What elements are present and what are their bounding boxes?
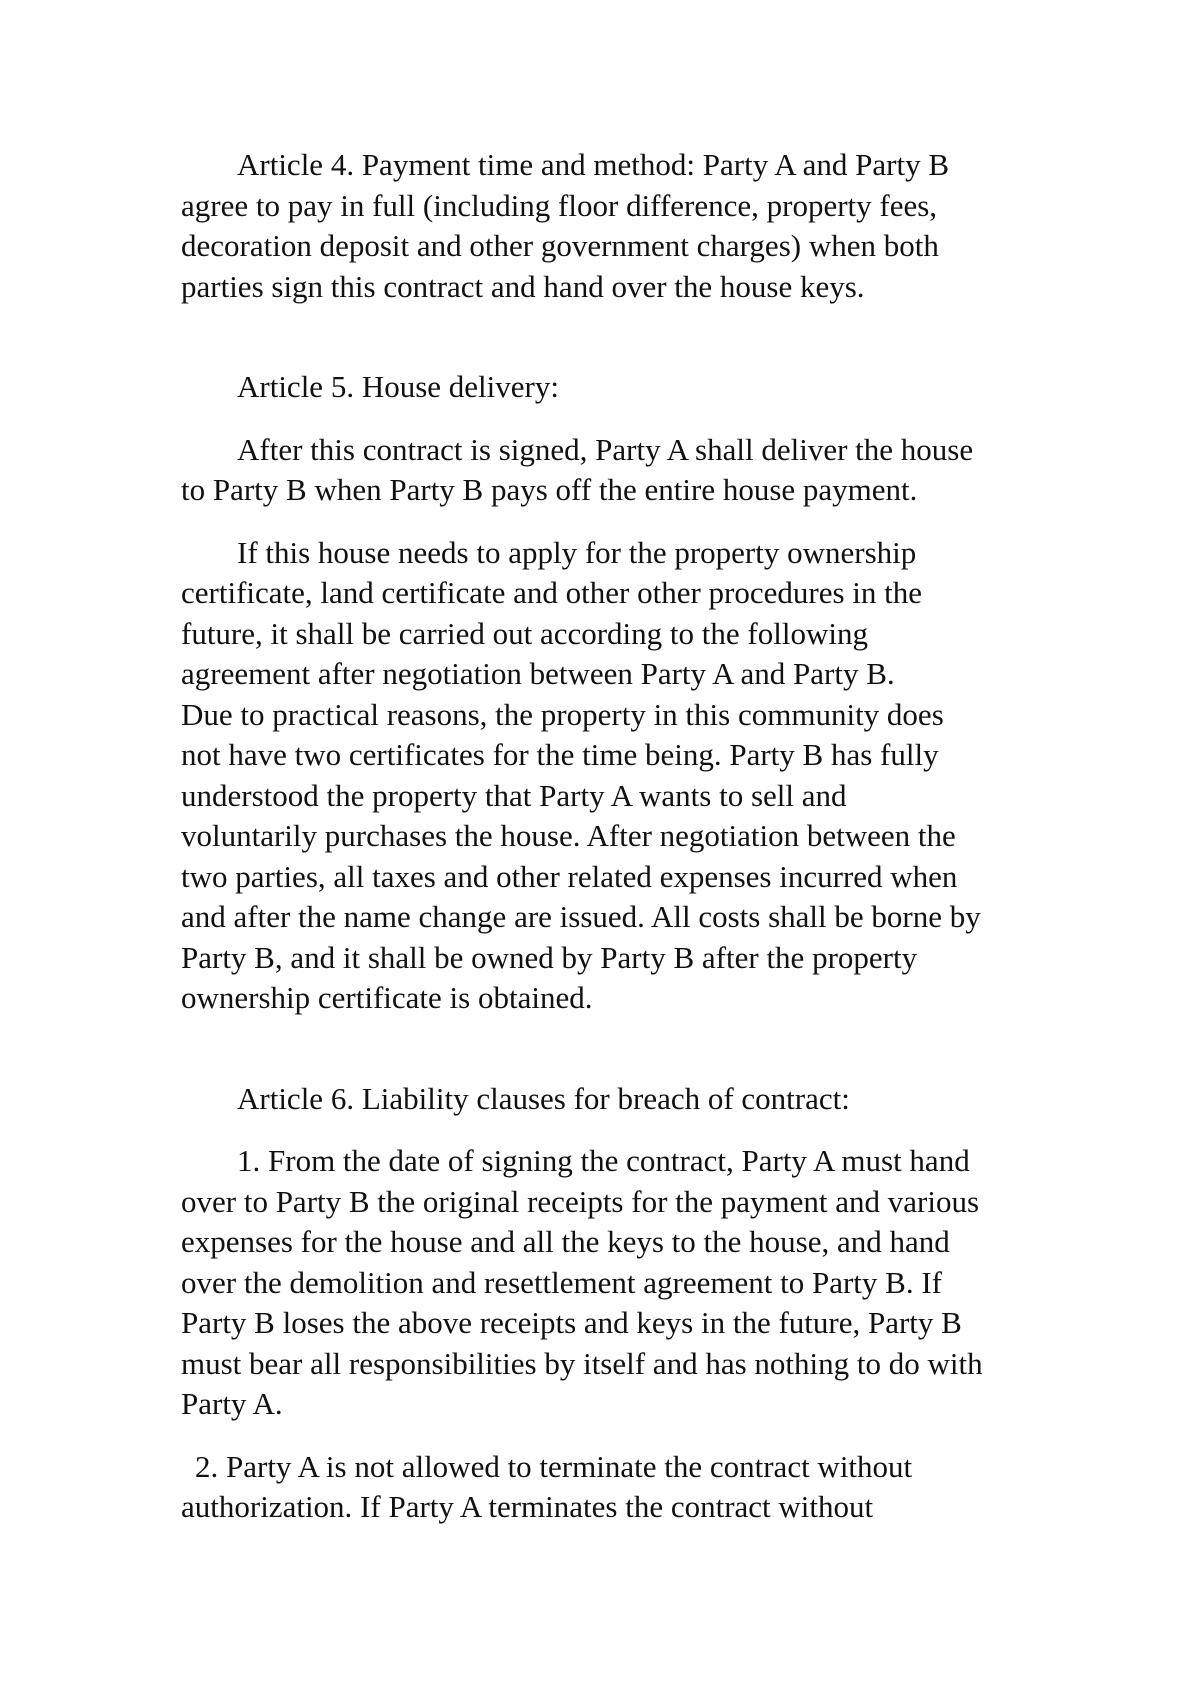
article-6-clause-1: 1. From the date of signing the contract, Party A must hand over to Party B the original receipts for the payment and various expenses for the house and all the keys to the house, and hand over the demolition and resettlement agreement to Party B. If Party B loses the above receipts and keys in the future, Party B must bear all responsibilities by itself and has nothing to do with Party A. <box>181 1143 983 1421</box>
article-5-delivery-paragraph: After this contract is signed, Party A shall deliver the house to Party B when Party B pays off the entire house payment. <box>181 431 974 507</box>
article-6-heading: Article 6. Liability clauses for breach of contract: <box>237 1080 850 1116</box>
article-4-paragraph: Article 4. Payment time and method: Party A and Party B agree to pay in full (including floor difference, property fees, decoration deposit and other government charges) when both parties sign this contract and hand over the house keys. <box>181 147 950 304</box>
document-body <box>181 145 1031 1528</box>
article-5-certificate-paragraph: If this house needs to apply for the property ownership certificate, land certificate and other other procedures in the future, it shall be carried out according to the following agreement after negotiation between Party A and Party B. Due to practical reasons, the property in this community does not have two certificates for the time being. Party B has fully understood the property that Party A wants to sell and voluntarily purchases the house. After negotiation between the two parties, all taxes and other related expenses incurred when and after the name change are issued. All costs shall be borne by Party B, and it shall be owned by Party B after the property ownership certificate is obtained. <box>181 534 981 1015</box>
article-5-heading: Article 5. House delivery: <box>237 369 559 404</box>
article-6-clause-2: 2. Party A is not allowed to terminate the contract without authorization. If Party A terminates the contract without <box>181 1448 913 1524</box>
